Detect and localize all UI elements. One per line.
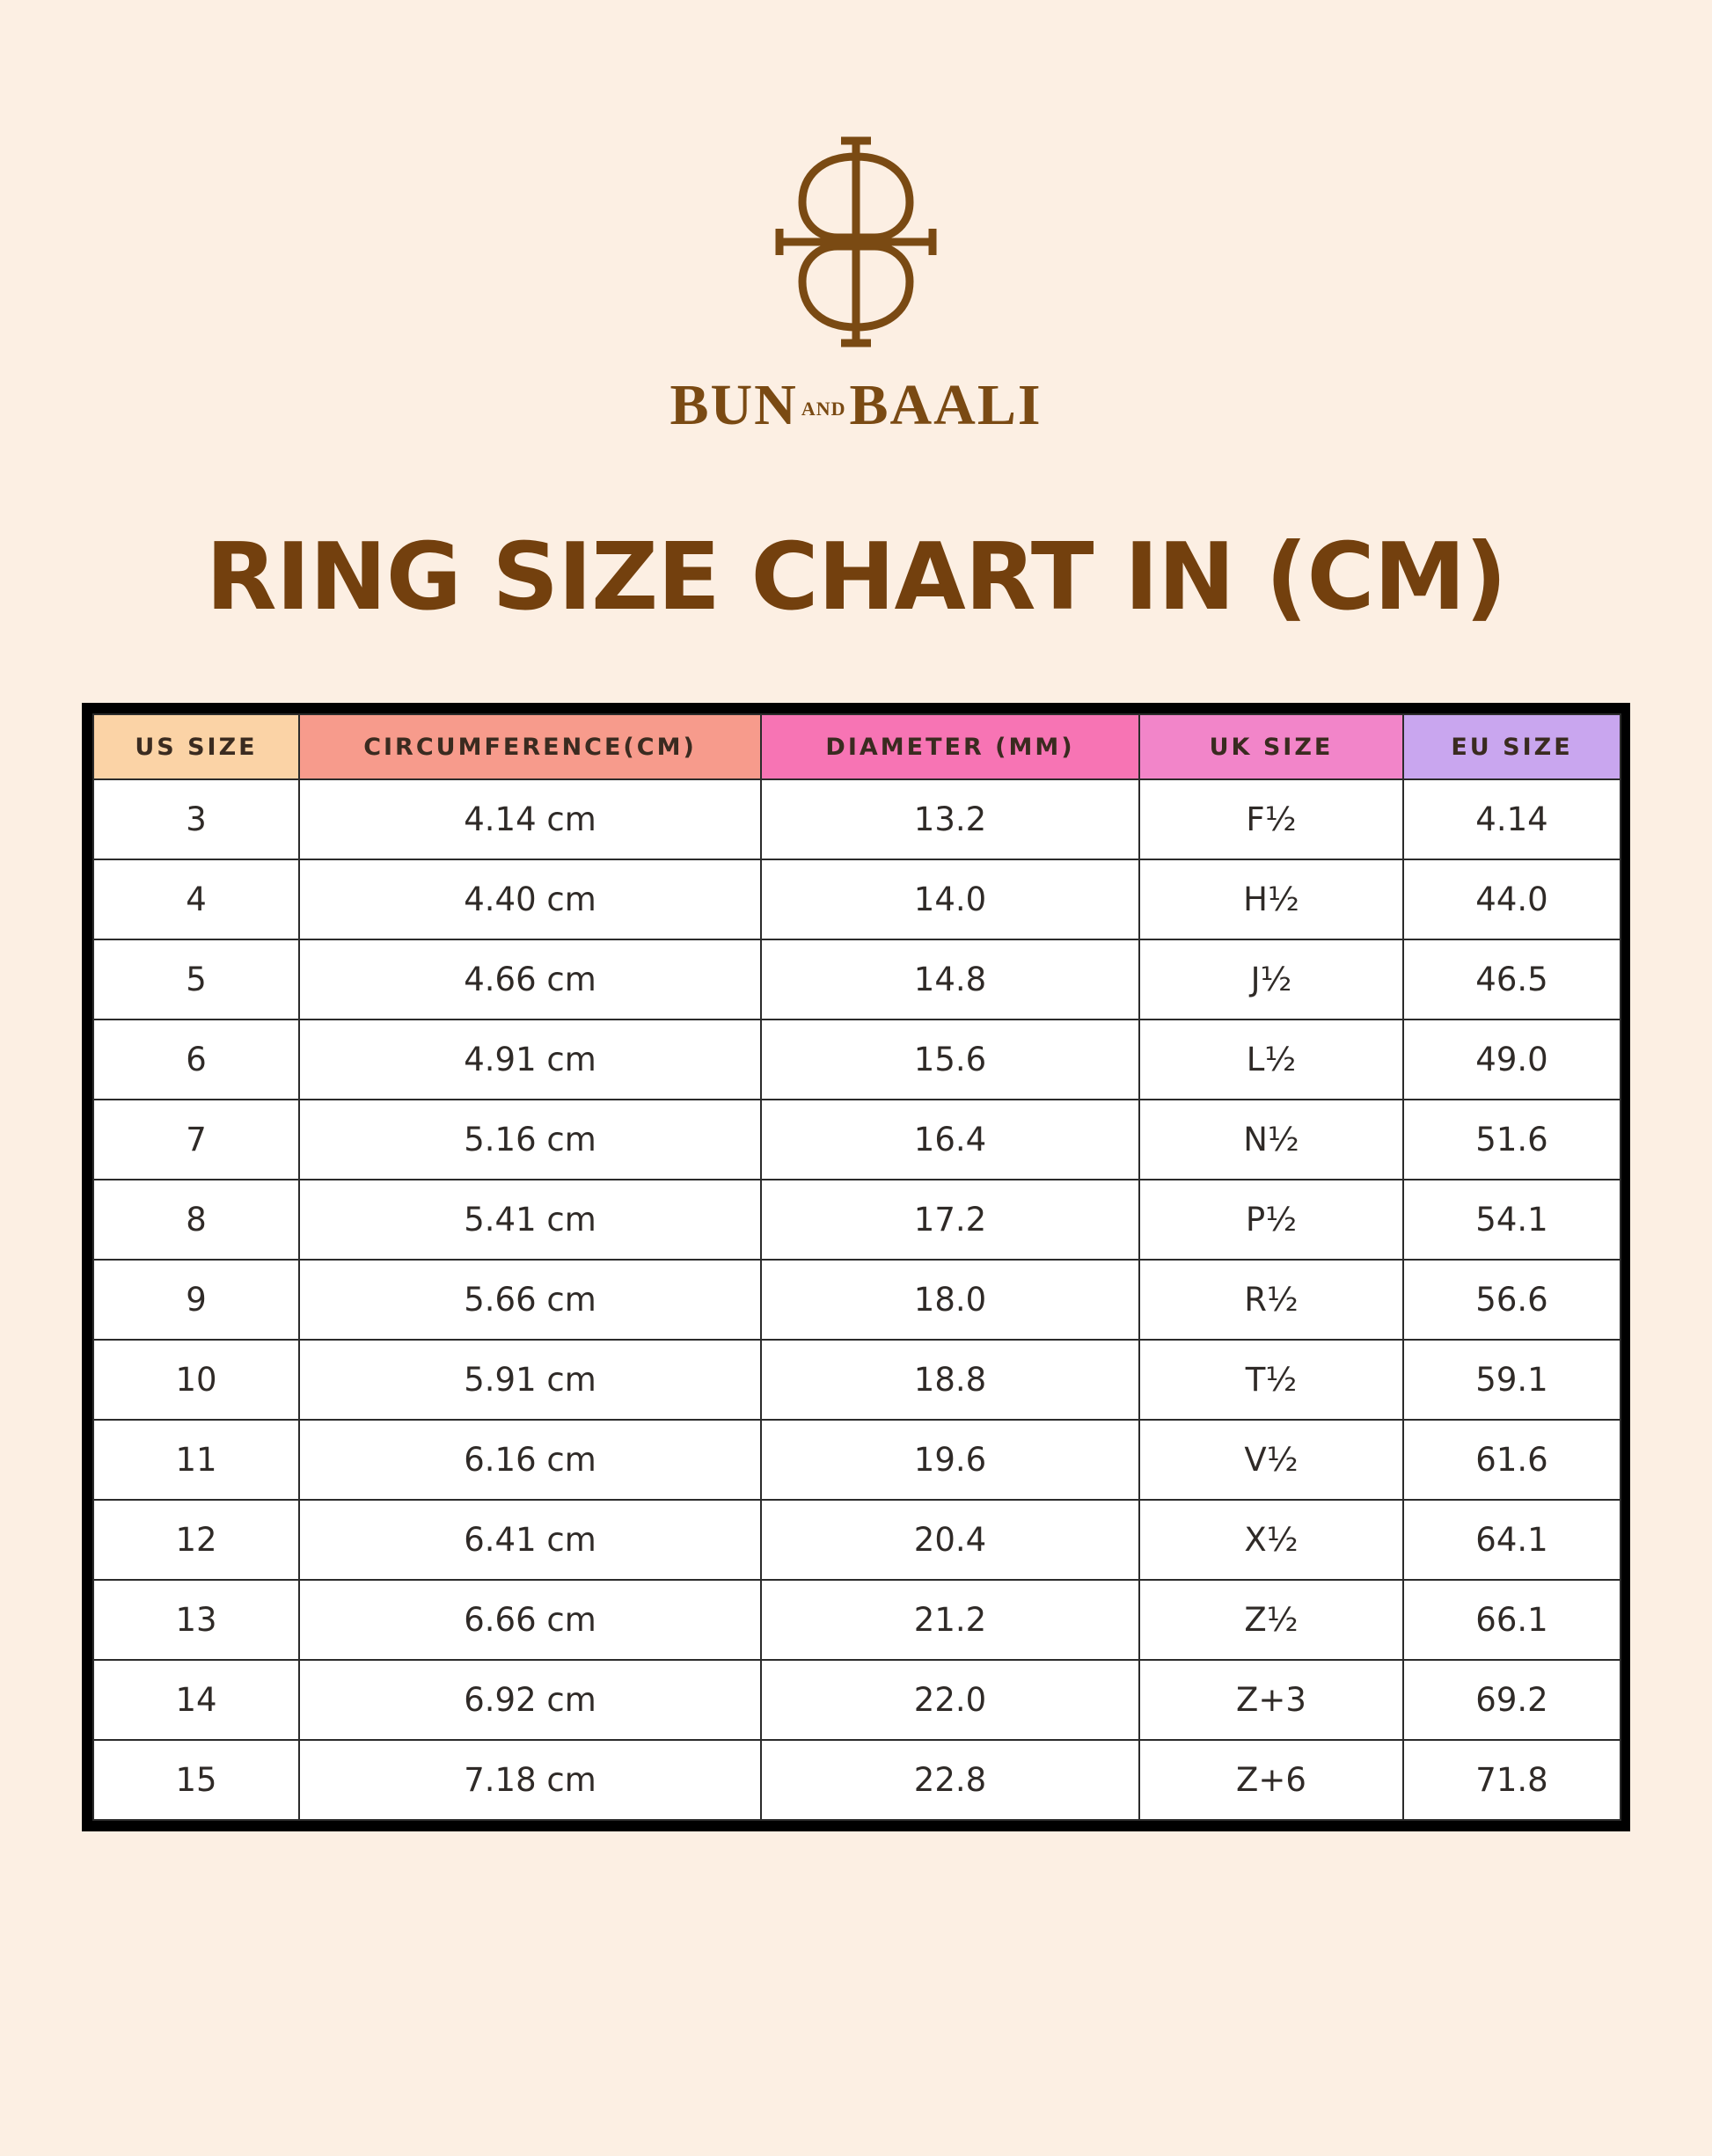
- table-cell: V½: [1139, 1420, 1403, 1500]
- table-header-row: [93, 714, 1621, 779]
- table-cell: L½: [1139, 1020, 1403, 1100]
- table-cell: 4.66 cm: [299, 939, 761, 1020]
- table-cell: 5.66 cm: [299, 1260, 761, 1340]
- clover-monogram-icon: [737, 123, 975, 361]
- table-cell: 5.41 cm: [299, 1180, 761, 1260]
- table-row: [93, 859, 1621, 939]
- table-cell: 22.8: [761, 1740, 1139, 1820]
- table-cell: 4.40 cm: [299, 859, 761, 939]
- table-cell: 51.6: [1403, 1100, 1621, 1180]
- table-cell: R½: [1139, 1260, 1403, 1340]
- table-cell: H½: [1139, 859, 1403, 939]
- table-cell: 19.6: [761, 1420, 1139, 1500]
- brand-word-left: BUN: [669, 373, 798, 437]
- table-cell: 14: [93, 1660, 299, 1740]
- table-cell: 6.66 cm: [299, 1580, 761, 1660]
- table-body: [93, 779, 1621, 1820]
- table-row: [93, 939, 1621, 1020]
- table-cell: 11: [93, 1420, 299, 1500]
- table-cell: 18.8: [761, 1340, 1139, 1420]
- table-cell: 17.2: [761, 1180, 1139, 1260]
- size-table-container: [82, 703, 1630, 1831]
- table-cell: 20.4: [761, 1500, 1139, 1580]
- table-cell: 6.92 cm: [299, 1660, 761, 1740]
- column-header-uk-size: UK SIZE: [1139, 714, 1403, 779]
- brand-word-and-line1: AND: [801, 398, 846, 420]
- table-row: [93, 1340, 1621, 1420]
- table-cell: 64.1: [1403, 1500, 1621, 1580]
- brand-word-right: BAALI: [849, 373, 1043, 437]
- table-row: [93, 1420, 1621, 1500]
- table-cell: 66.1: [1403, 1580, 1621, 1660]
- table-cell: 4.14: [1403, 779, 1621, 859]
- table-cell: 21.2: [761, 1580, 1139, 1660]
- table-cell: 44.0: [1403, 859, 1621, 939]
- table-cell: 6.41 cm: [299, 1500, 761, 1580]
- table-cell: 5.16 cm: [299, 1100, 761, 1180]
- table-cell: Z+6: [1139, 1740, 1403, 1820]
- table-row: [93, 1260, 1621, 1340]
- table-cell: N½: [1139, 1100, 1403, 1180]
- brand-wordmark: [669, 373, 1043, 437]
- table-row: [93, 779, 1621, 859]
- table-cell: 13: [93, 1580, 299, 1660]
- table-cell: T½: [1139, 1340, 1403, 1420]
- table-cell: 5.91 cm: [299, 1340, 761, 1420]
- table-cell: 6.16 cm: [299, 1420, 761, 1500]
- brand-logo: [669, 123, 1042, 435]
- table-cell: 49.0: [1403, 1020, 1621, 1100]
- table-cell: 3: [93, 779, 299, 859]
- brand-word-and: [801, 398, 846, 419]
- table-row: [93, 1740, 1621, 1820]
- table-cell: 14.8: [761, 939, 1139, 1020]
- table-cell: 6: [93, 1020, 299, 1100]
- table-cell: 10: [93, 1340, 299, 1420]
- table-row: [93, 1500, 1621, 1580]
- table-cell: 7: [93, 1100, 299, 1180]
- table-cell: 7.18 cm: [299, 1740, 761, 1820]
- table-cell: 22.0: [761, 1660, 1139, 1740]
- table-row: [93, 1180, 1621, 1260]
- table-cell: Z½: [1139, 1580, 1403, 1660]
- table-cell: 12: [93, 1500, 299, 1580]
- table-cell: J½: [1139, 939, 1403, 1020]
- table-cell: 71.8: [1403, 1740, 1621, 1820]
- table-cell: 4.14 cm: [299, 779, 761, 859]
- table-cell: 54.1: [1403, 1180, 1621, 1260]
- table-cell: X½: [1139, 1500, 1403, 1580]
- table-cell: 16.4: [761, 1100, 1139, 1180]
- table-row: [93, 1100, 1621, 1180]
- page-title: RING SIZE CHART IN (CM): [205, 523, 1507, 631]
- table-cell: P½: [1139, 1180, 1403, 1260]
- table-cell: 8: [93, 1180, 299, 1260]
- column-header-eu-size: EU SIZE: [1403, 714, 1621, 779]
- table-cell: 4.91 cm: [299, 1020, 761, 1100]
- table-cell: 13.2: [761, 779, 1139, 859]
- table-cell: 15.6: [761, 1020, 1139, 1100]
- table-cell: 14.0: [761, 859, 1139, 939]
- table-cell: Z+3: [1139, 1660, 1403, 1740]
- table-cell: 18.0: [761, 1260, 1139, 1340]
- table-header: [93, 714, 1621, 779]
- table-cell: 61.6: [1403, 1420, 1621, 1500]
- table-cell: 5: [93, 939, 299, 1020]
- table-cell: 4: [93, 859, 299, 939]
- table-cell: F½: [1139, 779, 1403, 859]
- column-header-diameter: DIAMETER (MM): [761, 714, 1139, 779]
- table-cell: 59.1: [1403, 1340, 1621, 1420]
- table-row: [93, 1660, 1621, 1740]
- table-row: [93, 1020, 1621, 1100]
- table-cell: 9: [93, 1260, 299, 1340]
- table-cell: 46.5: [1403, 939, 1621, 1020]
- table-row: [93, 1580, 1621, 1660]
- ring-size-table: [92, 713, 1621, 1821]
- table-cell: 15: [93, 1740, 299, 1820]
- table-cell: 56.6: [1403, 1260, 1621, 1340]
- table-cell: 69.2: [1403, 1660, 1621, 1740]
- column-header-us-size: US SIZE: [93, 714, 299, 779]
- column-header-circumference: CIRCUMFERENCE(CM): [299, 714, 761, 779]
